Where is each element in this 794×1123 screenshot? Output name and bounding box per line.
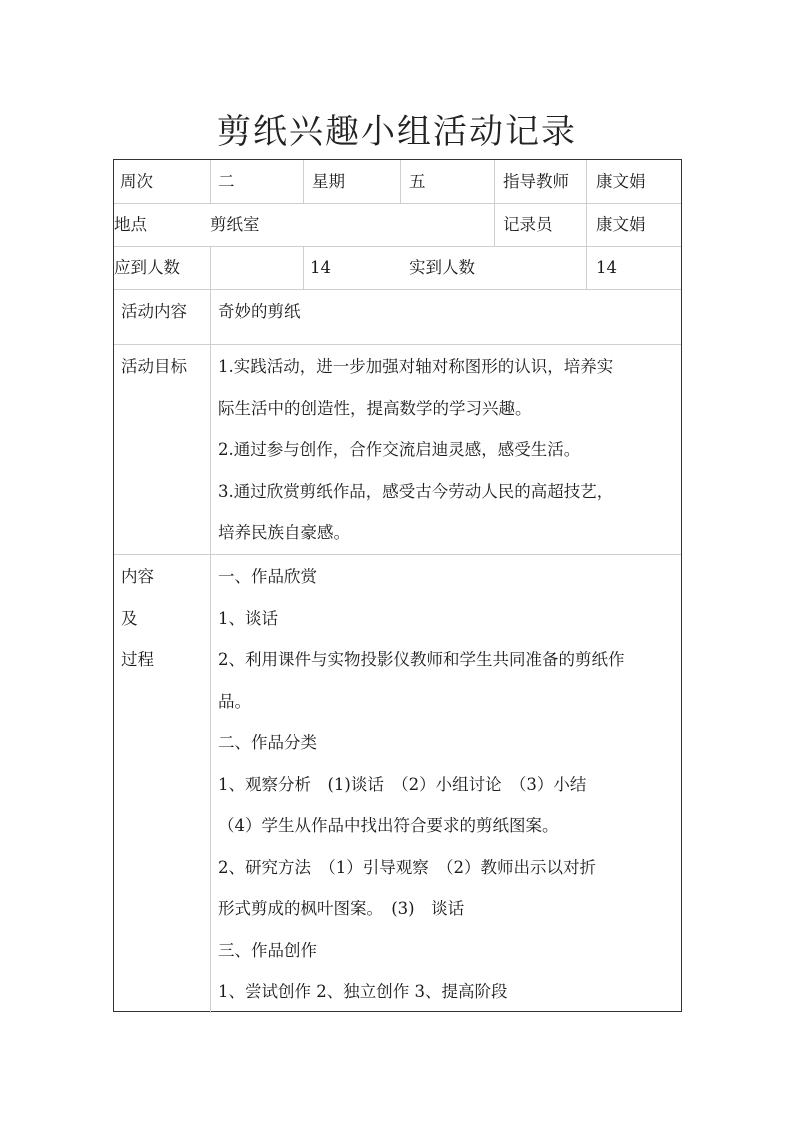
process-line: 1、谈话 [218, 608, 278, 628]
row-divider [114, 289, 681, 290]
weekday-value: 五 [409, 172, 426, 191]
process-line: 2、利用课件与实物投影仪教师和学生共同准备的剪纸作 [218, 650, 625, 669]
actual-count-value: 14 [596, 258, 617, 277]
teacher-value: 康文娟 [596, 172, 646, 191]
recorder-value: 康文娟 [596, 215, 646, 234]
location-value: 剪纸室 [210, 215, 260, 234]
process-label-line: 过程 [121, 650, 154, 669]
process-text [218, 556, 625, 1013]
expected-count-value: 14 [310, 258, 331, 277]
column-divider [210, 160, 211, 203]
goals-label: 活动目标 [121, 357, 187, 376]
expected-count-label: 应到人数 [114, 258, 180, 277]
process-line: （4）学生从作品中找出符合要求的剪纸图案。 [218, 816, 559, 835]
actual-count-label: 实到人数 [409, 258, 475, 277]
column-divider [303, 246, 304, 289]
process-line: 品。 [218, 691, 251, 711]
column-divider [210, 246, 211, 1013]
process-line: 二、作品分类 [218, 733, 317, 752]
goals-line: 2.通过参与创作，合作交流启迪灵感，感受生活。 [218, 440, 581, 459]
row-divider [114, 344, 681, 345]
location-label: 地点 [114, 215, 147, 234]
row-divider [114, 203, 681, 204]
goals-line: 1.实践活动，进一步加强对轴对称图形的认识，培养实 [218, 357, 614, 376]
column-divider [586, 160, 587, 289]
column-divider [303, 160, 304, 203]
process-line: 1、尝试创作 2、独立创作 3、提高阶段 [218, 982, 508, 1001]
process-label [121, 556, 154, 681]
content-label: 活动内容 [121, 302, 187, 321]
process-line: 1、观察分析 (1)谈话 （2）小组讨论 （3）小结 [218, 774, 587, 794]
process-line: 一、作品欣赏 [218, 567, 317, 586]
column-divider [494, 160, 495, 246]
process-line: 形式剪成的枫叶图案。 (3) 谈话 [218, 899, 465, 918]
content-value: 奇妙的剪纸 [218, 302, 301, 321]
row-divider [114, 554, 681, 555]
process-label-line: 及 [121, 608, 138, 628]
teacher-label: 指导教师 [503, 172, 569, 191]
week-value: 二 [218, 172, 235, 191]
record-table [113, 159, 682, 1012]
weekday-label: 星期 [312, 172, 345, 191]
process-line: 2、研究方法 （1）引导观察 （2）教师出示以对折 [218, 857, 596, 877]
goals-line: 际生活中的创造性，提高数学的学习兴趣。 [218, 398, 532, 418]
row-divider [114, 246, 681, 247]
recorder-label: 记录员 [503, 215, 553, 234]
process-label-line: 内容 [121, 567, 154, 586]
goals-line: 培养民族自豪感。 [218, 523, 350, 542]
week-label: 周次 [120, 172, 153, 191]
column-divider [400, 160, 401, 203]
goals-line: 3.通过欣赏剪纸作品，感受古今劳动人民的高超技艺， [218, 481, 614, 501]
process-line: 三、作品创作 [218, 940, 317, 960]
page-title: 剪纸兴趣小组活动记录 [217, 112, 577, 152]
goals-text [218, 346, 613, 554]
